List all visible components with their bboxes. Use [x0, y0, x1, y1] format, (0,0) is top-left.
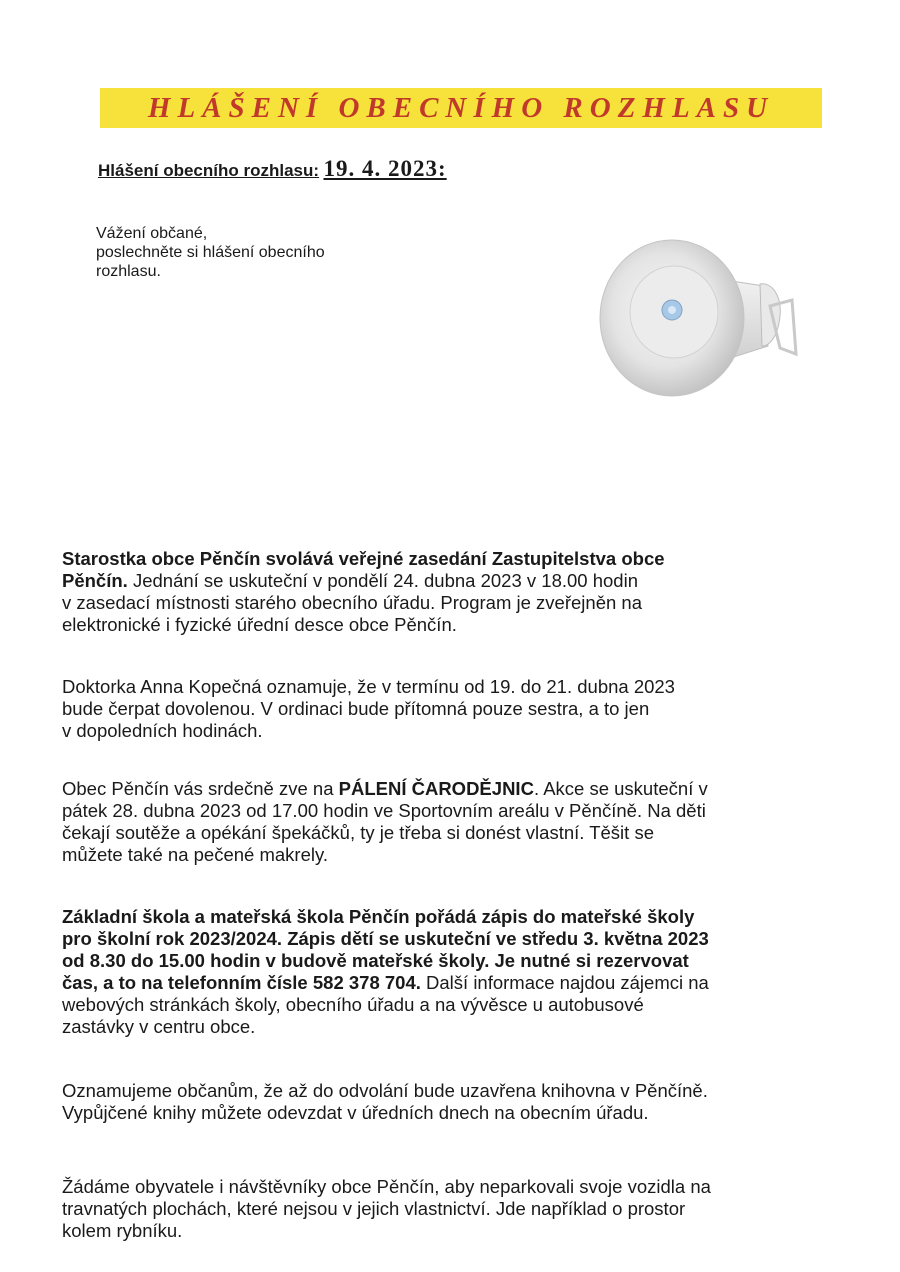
text-line: zastávky v centru obce.: [62, 1016, 256, 1037]
text-line: Doktorka Anna Kopečná oznamuje, že v termínu od 19. do 21. dubna 2023: [62, 676, 675, 697]
text-line: [62, 778, 822, 800]
text-line: kolem rybníku.: [62, 1220, 183, 1241]
text-line: Starostka obce Pěnčín svolává veřejné zasedání Zastupitelstva obce: [62, 548, 665, 569]
greeting-line: poslechněte si hlášení obecního: [96, 244, 325, 261]
text-line: [62, 972, 822, 994]
announcement-date-heading: [98, 156, 447, 182]
text-line: Základní škola a mateřská škola Pěnčín pořádá zápis do mateřské školy: [62, 906, 695, 927]
text-line: od 8.30 do 15.00 hodin v budově mateřské školy. Je nutné si rezervovat: [62, 950, 689, 971]
parking-notice: [62, 1176, 822, 1242]
announcement-date: 19. 4. 2023:: [323, 156, 447, 181]
text-span: Další informace najdou zájemci na: [420, 972, 709, 993]
text-line: travnatých plochách, které nejsou v jejich vlastnictví. Jde například o prostor: [62, 1198, 686, 1219]
page-title: HLÁŠENÍ OBECNÍHO ROZHLASU: [147, 91, 775, 124]
text-line: pátek 28. dubna 2023 od 17.00 hodin ve Sportovním areálu v Pěnčíně. Na děti: [62, 800, 706, 821]
meeting-announcement: [62, 548, 822, 636]
greeting-line: Vážení občané,: [96, 225, 208, 242]
event-name: PÁLENÍ ČARODĚJNIC: [338, 778, 534, 799]
kindergarten-enrollment-announcement: [62, 906, 822, 1038]
megaphone-icon: [592, 236, 812, 408]
text-line: pro školní rok 2023/2024. Zápis dětí se uskuteční ve středu 3. května 2023: [62, 928, 709, 949]
text-line: webových stránkách školy, obecního úřadu a na vývěsce u autobusové: [62, 994, 644, 1015]
text-line: Žádáme obyvatele i návštěvníky obce Pěnčín, aby neparkovali svoje vozidla na: [62, 1176, 711, 1197]
greeting-line: rozhlasu.: [96, 263, 161, 280]
text-line: Oznamujeme občanům, že až do odvolání bude uzavřena knihovna v Pěnčíně.: [62, 1080, 708, 1101]
witches-burning-announcement: [62, 778, 822, 866]
text-span: . Akce se uskuteční v: [533, 778, 708, 799]
phone-number-text: čas, a to na telefonním čísle 582 378 704.: [62, 972, 421, 993]
title-banner: [100, 88, 822, 128]
text-span: Obec Pěnčín vás srdečně zve na: [62, 778, 339, 799]
text-line: v zasedací místnosti starého obecního úřadu. Program je zveřejněn na: [62, 592, 642, 613]
greeting-text: [96, 224, 416, 281]
bold-text: Pěnčín.: [62, 570, 128, 591]
text-line: v dopoledních hodinách.: [62, 720, 263, 741]
doctor-vacation-announcement: [62, 676, 822, 742]
text-span: Jednání se uskuteční v pondělí 24. dubna 2023 v 18.00 hodin: [127, 570, 638, 591]
library-closure-announcement: [62, 1080, 822, 1124]
text-line: čekají soutěže a opékání špekáčků, ty je třeba si donést vlastní. Těšit se: [62, 822, 654, 843]
text-line: Vypůjčené knihy můžete odevzdat v úředních dnech na obecním úřadu.: [62, 1102, 649, 1123]
text-line: můžete také na pečené makrely.: [62, 844, 328, 865]
text-line: bude čerpat dovolenou. V ordinaci bude přítomná pouze sestra, a to jen: [62, 698, 650, 719]
subtitle-label: Hlášení obecního rozhlasu:: [98, 161, 320, 180]
text-line: elektronické i fyzické úřední desce obce Pěnčín.: [62, 614, 457, 635]
text-line: [62, 570, 822, 592]
